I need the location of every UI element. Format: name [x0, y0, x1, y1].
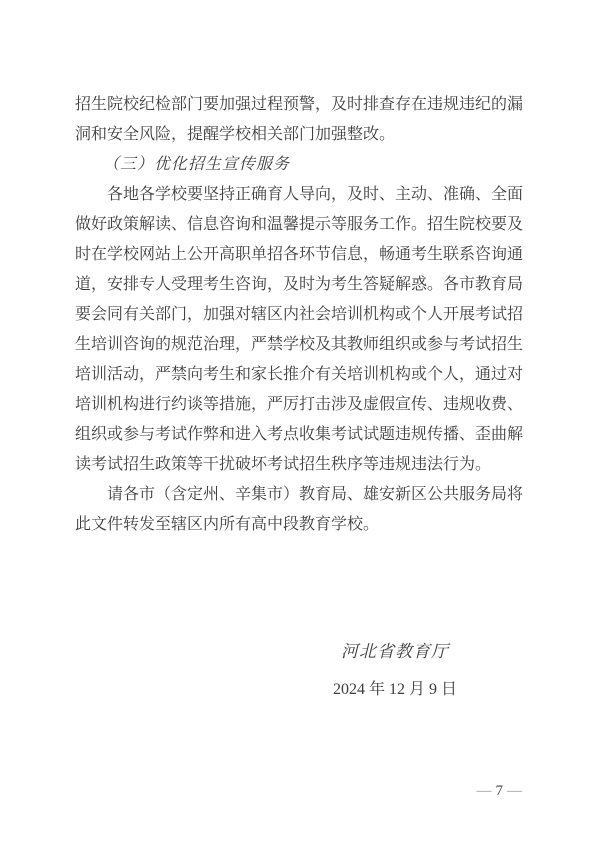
paragraph [75, 90, 525, 150]
page-number [477, 782, 523, 800]
text-line: 各地各学校要坚持正确育人导向，及时、主动、准确、全面 [107, 186, 524, 203]
text-line: 生培训咨询的规范治理，严禁学校及其教师组织或参与考试招生 [75, 336, 524, 353]
text-line: 组织或参与考试作弊和进入考点收集考试试题违规传播、歪曲解 [75, 426, 524, 443]
section-heading: （三）优化招生宣传服务 [103, 156, 291, 173]
signature-block [295, 641, 495, 700]
text-line: 洞和安全风险，提醒学校相关部门加强整改。 [75, 126, 396, 143]
text-line: 请各市（含定州、辛集市）教育局、雄安新区公共服务局将 [107, 486, 524, 503]
text-line: 读考试招生政策等干扰破坏考试招生秩序等违规违法行为。 [75, 456, 492, 473]
text-line: 招生院校纪检部门要加强过程预警，及时排查存在违规违纪的漏 [75, 96, 524, 113]
text-line: 要会同有关部门，加强对辖区内社会培训机构或个人开展考试招 [75, 306, 524, 323]
document-body [75, 90, 525, 540]
page-number-dash-left: — [476, 783, 492, 799]
section-heading-block [75, 150, 525, 180]
page-number-dash-right: — [507, 783, 522, 799]
signature-date: 2024 年 12 月 9 日 [332, 681, 457, 698]
paragraph [75, 480, 525, 540]
text-line: 道，安排专人受理考生咨询，及时为考生答疑解惑。各市教育局 [75, 276, 524, 293]
text-line: 此文件转发至辖区内所有高中段教育学校。 [75, 516, 380, 533]
text-line: 培训活动，严禁向考生和家长推介有关培训机构或个人，通过对 [75, 366, 524, 383]
text-line: 时在学校网站上公开高职单招各环节信息，畅通考生联系咨询通 [75, 246, 524, 263]
paragraph [75, 180, 525, 480]
text-line: 做好政策解读、信息咨询和温馨提示等服务工作。招生院校要及 [75, 216, 524, 233]
signature-org: 河北省教育厅 [341, 642, 449, 661]
text-line: 培训机构进行约谈等措施，严厉打击涉及虚假宣传、违规收费、 [75, 396, 524, 413]
page-number-value: 7 [495, 783, 503, 799]
